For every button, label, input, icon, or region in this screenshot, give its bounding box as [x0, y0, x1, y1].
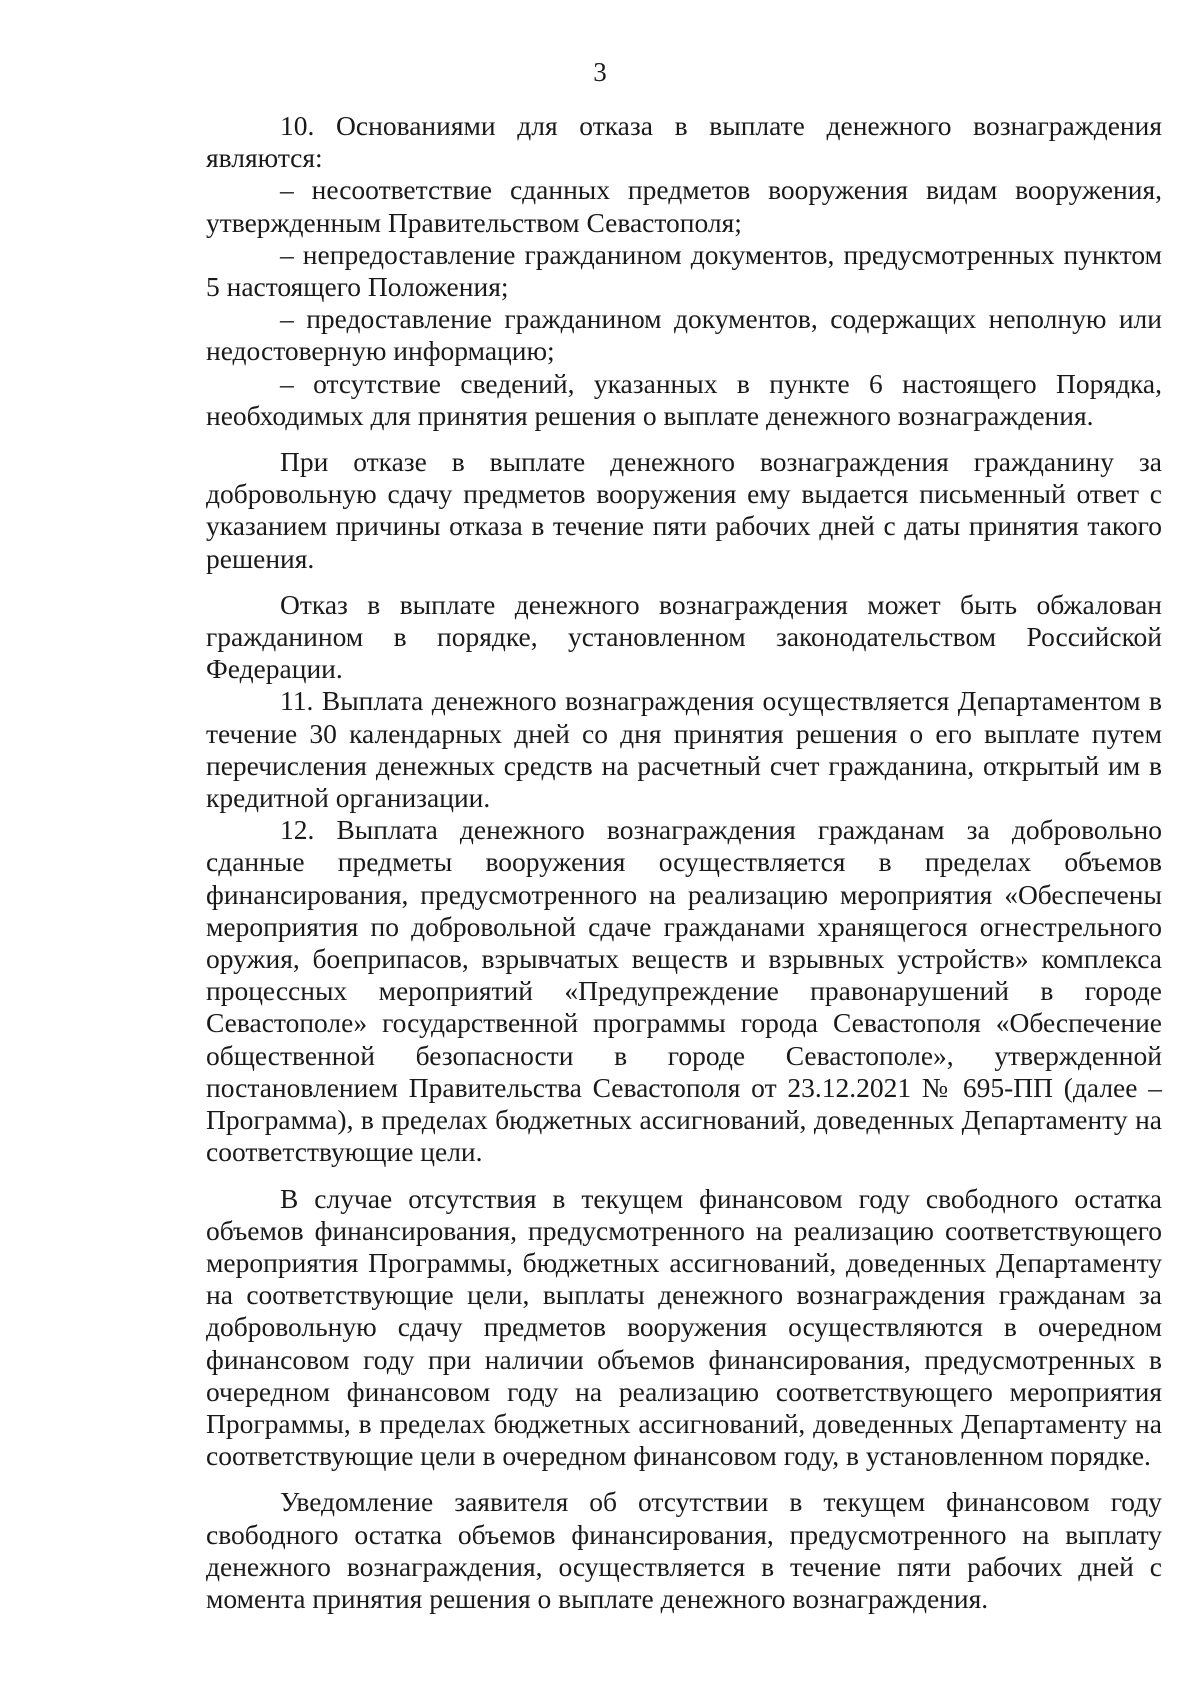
- paragraph-refusal-appeal: Отказ в выплате денежного вознаграждения может быть обжалован гражданином в порядке, установленном законодательством Российской Федерации.: [206, 588, 1162, 685]
- paragraph-10-heading: 10. Основаниями для отказа в выплате денежного вознаграждения являются:: [206, 110, 1162, 174]
- paragraph-no-funds: В случае отсутствия в текущем финансовом году свободного остатка объемов финансирования, предусмотренного на реализацию соответствующего мероприятия Программы, бюджетных ассигнований, доведенных Департаменту на соответствующие цели, выплаты денежного вознаграждения гражданам за добровольную сдачу предметов вооружения осуществляются в очередном финансовом году при наличии объемов финансирования, предусмотренных в очередном финансовом году на реализацию соответствующего мероприятия Программы, в пределах бюджетных ассигнований, доведенных Департаменту на соответствующие цели в очередном финансовом году, в установленном порядке.: [206, 1182, 1162, 1472]
- document-body: [206, 110, 1162, 1615]
- paragraph-10-item-4: – отсутствие сведений, указанных в пункте 6 настоящего Порядка, необходимых для принятия решения о выплате денежного вознаграждения.: [206, 367, 1162, 431]
- paragraph-10-item-2: – непредоставление гражданином документов, предусмотренных пунктом 5 настоящего Положения;: [206, 238, 1162, 303]
- page-number: 3: [593, 57, 607, 87]
- paragraph-10-item-3: – предоставление гражданином документов, содержащих неполную или недостоверную информацию;: [206, 303, 1162, 367]
- paragraph-refusal-response: При отказе в выплате денежного вознаграждения гражданину за добровольную сдачу предметов вооружения ему выдается письменный ответ с указанием причины отказа в течение пяти рабочих дней с даты принятия такого решения.: [206, 446, 1162, 574]
- paragraph-notification: Уведомление заявителя об отсутствии в текущем финансовом году свободного остатка объемов финансирования, предусмотренного на выплату денежного вознаграждения, осуществляется в течение пяти рабочих дней с момента принятия решения о выплате денежного вознаграждения.: [206, 1486, 1162, 1614]
- paragraph-12: 12. Выплата денежного вознаграждения гражданам за добровольно сданные предметы вооружения осуществляется в пределах объемов финансирования, предусмотренного на реализацию мероприятия «Обеспечены мероприятия по добровольной сдаче гражданами хранящегося огнестрельного оружия, боеприпасов, взрывчатых веществ и взрывных устройств» комплекса процессных мероприятий «Предупреждение правонарушений в городе Севастополе» государственной программы города Севастополя «Обеспечение общественной безопасности в городе Севастополе», утвержденной постановлением Правительства Севастополя от 23.12.2021 № 695-ПП (далее – Программа), в пределах бюджетных ассигнований, доведенных Департаменту на соответствующие цели.: [206, 814, 1162, 1168]
- paragraph-10-item-1: – несоответствие сданных предметов вооружения видам вооружения, утвержденным Правительством Севастополя;: [206, 174, 1162, 238]
- paragraph-11: 11. Выплата денежного вознаграждения осуществляется Департаментом в течение 30 календарных дней со дня принятия решения о его выплате путем перечисления денежных средств на расчетный счет гражданина, открытый им в кредитной организации.: [206, 685, 1162, 814]
